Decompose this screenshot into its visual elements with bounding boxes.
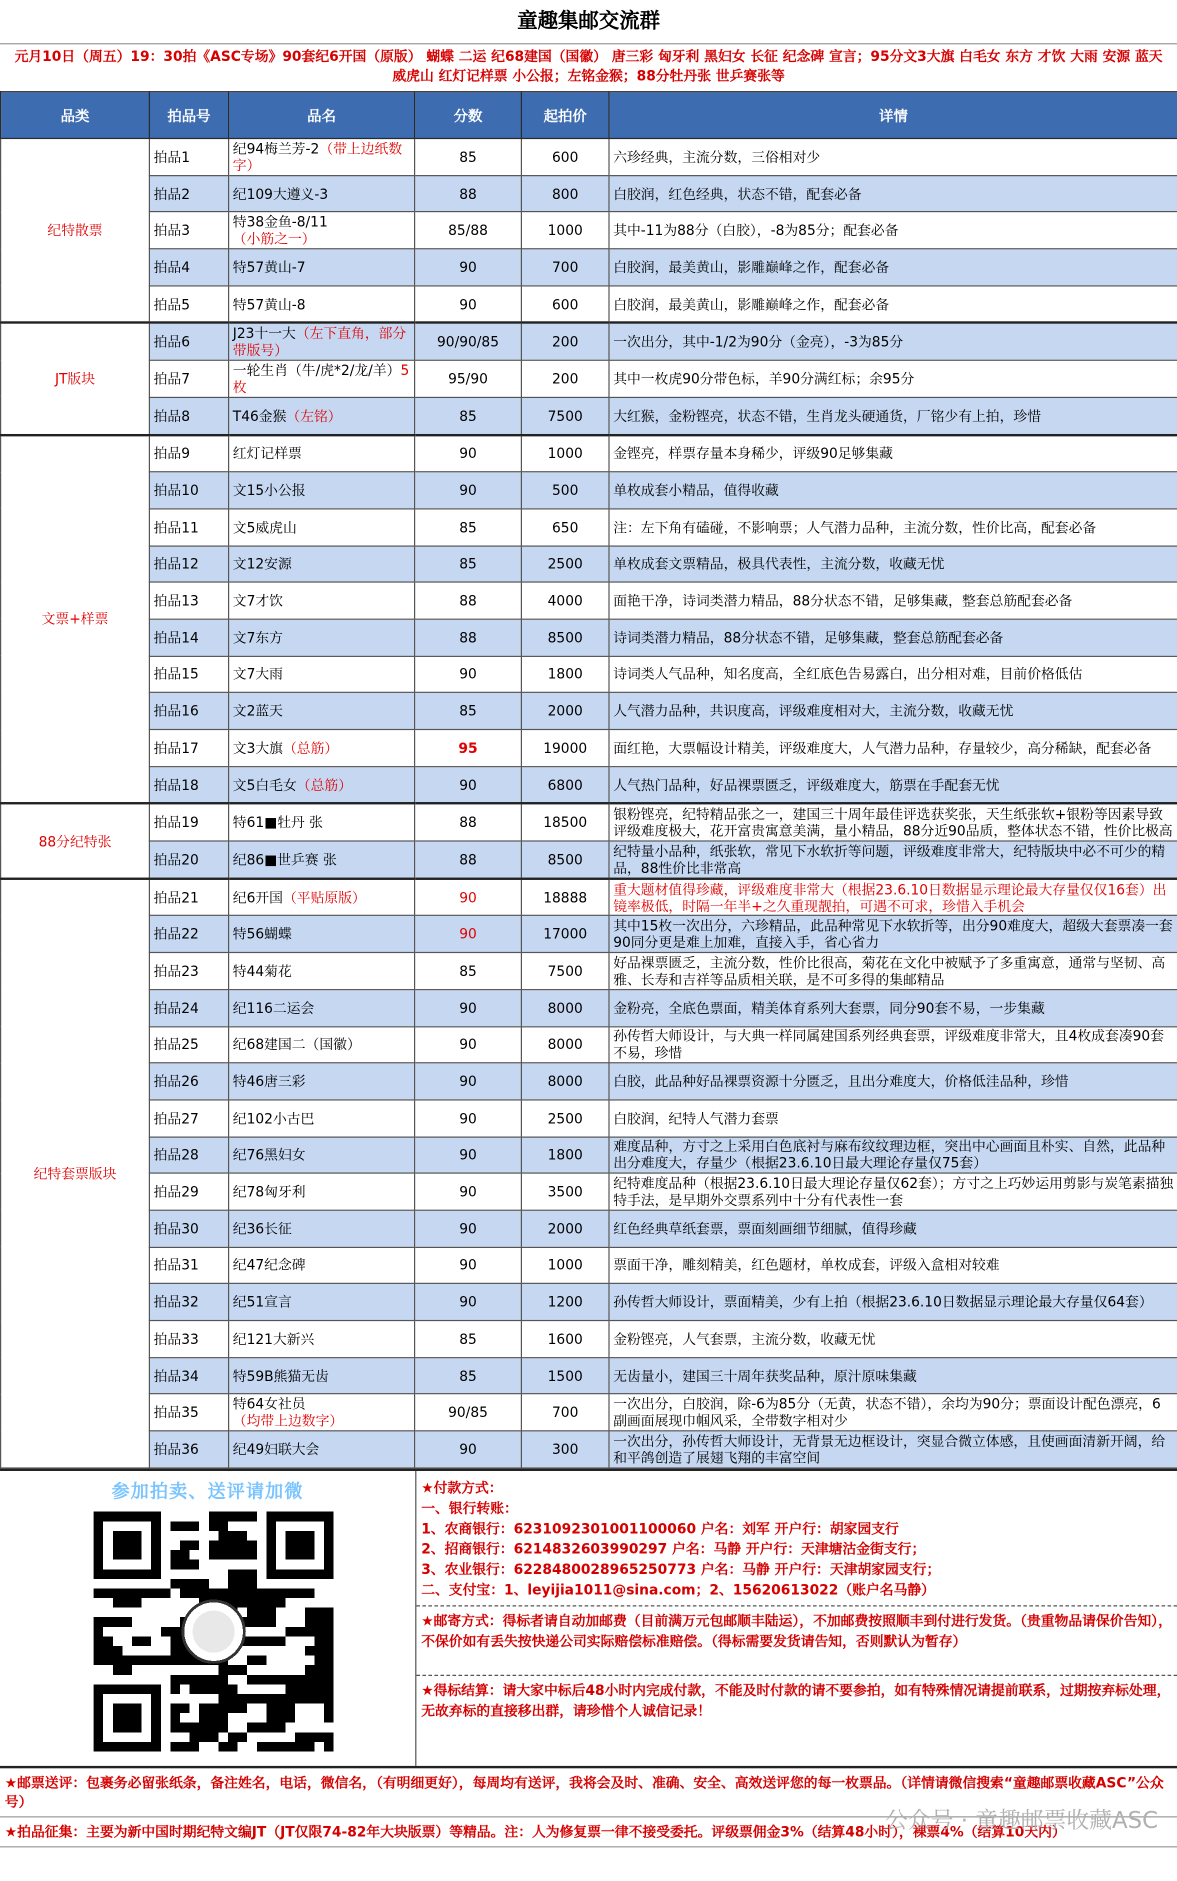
lot-number: 拍品7 xyxy=(149,360,228,397)
lot-score: 90 xyxy=(415,1247,522,1284)
lot-name xyxy=(229,397,415,434)
category-cell: 文票+样票 xyxy=(1,435,150,804)
lot-number: 拍品15 xyxy=(149,656,228,693)
table-row xyxy=(1,1137,1177,1174)
table-row xyxy=(1,1321,1177,1358)
lot-name-text: 文7东方 xyxy=(232,629,283,646)
table-row xyxy=(1,656,1177,693)
lot-number: 拍品20 xyxy=(149,841,228,878)
lot-start-price: 1800 xyxy=(521,656,609,693)
lot-number: 拍品8 xyxy=(149,397,228,434)
settlement-note: ★得标结算：请大家中标后48小时内完成付款，不能及时付款的请不要参拍，如有特殊情况请提前联系，过期按弃标处理，无故弃标的直接移出群，请珍惜个人诚信记录！ xyxy=(416,1674,1177,1726)
lot-name xyxy=(229,286,415,323)
lot-score: 90 xyxy=(415,878,522,915)
lot-detail: 金粉亮，全底色票面，精美体育系列大套票，同分90套不易，一步集藏 xyxy=(609,989,1177,1026)
lot-detail: 票面干净，雕刻精美，红色题材，单枚成套，评级入盒相对较难 xyxy=(609,1247,1177,1284)
lot-name xyxy=(229,1357,415,1394)
lot-score: 88 xyxy=(415,804,522,841)
lot-detail: 白胶润，最美黄山，影雕巅峰之作，配套必备 xyxy=(609,286,1177,323)
table-row xyxy=(1,953,1177,990)
lot-detail: 诗词类潜力精品，88分状态不错，足够集藏，整套总筋配套必备 xyxy=(609,619,1177,656)
lot-detail: 金铿亮，样票存量本身稀少，评级90足够集藏 xyxy=(609,435,1177,472)
lot-number: 拍品12 xyxy=(149,546,228,583)
table-row xyxy=(1,916,1177,953)
lot-detail: 金粉铿亮，人气套票，主流分数，收藏无忧 xyxy=(609,1321,1177,1358)
table-row xyxy=(1,286,1177,323)
lot-name-text: 特44菊花 xyxy=(232,962,292,980)
qr-caption: 参加拍卖、送评请加微 xyxy=(111,1480,304,1502)
lot-score: 85 xyxy=(415,693,522,730)
table-row xyxy=(1,360,1177,397)
bank-account-3: 3、农业银行：6228480028965250773 户名：马静 开户行：天津胡家园支行； xyxy=(421,1560,941,1578)
lot-score: 95/90 xyxy=(415,360,522,397)
lot-name-text: 文3大旗 xyxy=(232,739,283,757)
lot-detail: 好品裸票匮乏，主流分数，性价比很高，菊花在文化中被赋予了多重寓意，通常与坚韧、高雅、长寿和吉祥等品质相关联，是不可多得的集邮精品 xyxy=(609,953,1177,990)
auction-table xyxy=(0,91,1177,1468)
lot-name-note: （左铭） xyxy=(286,407,342,424)
qr-panel xyxy=(0,1471,416,1766)
lot-score: 95 xyxy=(415,730,522,767)
lot-name xyxy=(229,916,415,953)
lot-number: 拍品33 xyxy=(149,1321,228,1358)
lot-name-text: 特61■牡丹 张 xyxy=(232,814,323,832)
page-title: 童趣集邮交流群 xyxy=(0,0,1177,44)
lot-start-price: 8000 xyxy=(521,1063,609,1100)
lot-number: 拍品9 xyxy=(149,435,228,472)
lot-score: 90 xyxy=(415,1100,522,1137)
lot-start-price: 1500 xyxy=(521,1357,609,1394)
lot-start-price: 18500 xyxy=(521,804,609,841)
lot-name-text: 文5白毛女 xyxy=(232,776,297,794)
lot-detail: 人气潜力品种，共识度高，评级难度相对大，主流分数，收藏无忧 xyxy=(609,693,1177,730)
lot-number: 拍品4 xyxy=(149,249,228,286)
lot-name-text: 文15小公报 xyxy=(232,481,306,499)
lot-start-price: 4000 xyxy=(521,582,609,619)
lot-detail: 大红猴，金粉铿亮，状态不错，生肖龙头硬通货，厂铭少有上拍，珍惜 xyxy=(609,397,1177,434)
table-body xyxy=(1,138,1177,1467)
lot-name xyxy=(229,619,415,656)
lot-name-text: 纪47纪念碑 xyxy=(232,1256,306,1274)
lot-name-text: 纪51宣言 xyxy=(232,1293,292,1311)
lot-start-price: 700 xyxy=(521,1394,609,1431)
lot-start-price: 18888 xyxy=(521,878,609,915)
lot-name xyxy=(229,1210,415,1247)
lot-name-text: 纪109大遵义-3 xyxy=(232,185,329,203)
lot-start-price: 2000 xyxy=(521,1210,609,1247)
lot-number: 拍品6 xyxy=(149,323,228,360)
bank-title: 一、银行转账： xyxy=(421,1499,518,1517)
lot-name xyxy=(229,693,415,730)
lot-score: 88 xyxy=(415,582,522,619)
lot-score: 90/85 xyxy=(415,1394,522,1431)
table-row xyxy=(1,138,1177,175)
table-row xyxy=(1,1063,1177,1100)
lot-score: 90 xyxy=(415,249,522,286)
table-row xyxy=(1,546,1177,583)
lot-number: 拍品36 xyxy=(149,1431,228,1468)
lot-name xyxy=(229,509,415,546)
category-cell: 纪特套票版块 xyxy=(1,878,150,1467)
lot-score: 85 xyxy=(415,953,522,990)
lot-detail: 孙传哲大师设计，票面精美，少有上拍（根据23.6.10日数据显示理论最大存量仅64套） xyxy=(609,1284,1177,1321)
lot-start-price: 200 xyxy=(521,323,609,360)
lot-score: 90 xyxy=(415,1026,522,1063)
lot-name xyxy=(229,435,415,472)
lot-detail: 其中-11为88分（白胶），-8为85分；配套必备 xyxy=(609,212,1177,249)
lot-name-text: 纪116二运会 xyxy=(232,999,315,1017)
lot-start-price: 1800 xyxy=(521,1137,609,1174)
lot-name xyxy=(229,1394,415,1431)
lot-start-price: 1000 xyxy=(521,435,609,472)
lot-detail: 孙传哲大师设计，与大典一样同属建国系列经典套票，评级难度非常大，且4枚成套凑90套不易，珍惜 xyxy=(609,1026,1177,1063)
lot-number: 拍品16 xyxy=(149,693,228,730)
lot-name-text: 特57黄山-7 xyxy=(232,258,306,276)
lot-score: 90 xyxy=(415,656,522,693)
lot-name-text: 纪121大新兴 xyxy=(232,1330,315,1348)
table-row xyxy=(1,841,1177,878)
lot-name-text: 特57黄山-8 xyxy=(232,295,306,313)
lot-name xyxy=(229,323,415,360)
lot-detail: 重大题材值得珍藏，评级难度非常大（根据23.6.10日数据显示理论最大存量仅仅16套）出镜率极低，时隔一年半+之久重现靓拍，可遇不可求，珍惜入手机会 xyxy=(609,878,1177,915)
lot-name xyxy=(229,546,415,583)
lot-number: 拍品29 xyxy=(149,1173,228,1210)
table-row xyxy=(1,1357,1177,1394)
lot-start-price: 600 xyxy=(521,138,609,175)
lot-name-text: 文7大雨 xyxy=(232,665,283,683)
lot-name xyxy=(229,360,415,397)
category-cell: JT版块 xyxy=(1,323,150,435)
lot-number: 拍品18 xyxy=(149,766,228,803)
lot-name-text: 纪68建国二（国徽） xyxy=(232,1036,361,1054)
alipay-account: 二、支付宝：1、leyijia1011@sina.com；2、15620613022（账户名马静） xyxy=(421,1580,935,1598)
lot-name-text: 特56蝴蝶 xyxy=(232,925,292,943)
lot-name xyxy=(229,249,415,286)
table-row xyxy=(1,1284,1177,1321)
lot-start-price: 7500 xyxy=(521,953,609,990)
lot-name-note: （带上边纸数字） xyxy=(232,140,403,174)
lot-name xyxy=(229,138,415,175)
lot-detail: 纪特量小品种，纸张软，常见下水软折等问题，评级难度非常大，纪特版块中必不可少的精品，88性价比非常高 xyxy=(609,841,1177,878)
lot-name xyxy=(229,953,415,990)
lot-name-note: （小筋之一） xyxy=(232,230,316,248)
lot-score: 90 xyxy=(415,435,522,472)
table-row xyxy=(1,1394,1177,1431)
lot-name-text: 纪86■世乒赛 张 xyxy=(232,851,337,868)
col-score: 分数 xyxy=(415,92,522,139)
shipping-note: ★邮寄方式：得标者请自动加邮费（目前满万元包邮顺丰陆运），不加邮费按照顺丰到付进行发货。（贵重物品请保价告知），不保价如有丢失按快递公司实际赔偿标准赔偿。（得标需要发货请告知，否则默认为暂存） xyxy=(416,1605,1177,1675)
lot-number: 拍品27 xyxy=(149,1100,228,1137)
lot-detail: 无齿量小，建国三十周年获奖品种，原汁原味集藏 xyxy=(609,1357,1177,1394)
lot-number: 拍品10 xyxy=(149,472,228,509)
table-row xyxy=(1,1210,1177,1247)
lot-number: 拍品31 xyxy=(149,1247,228,1284)
lot-start-price: 17000 xyxy=(521,916,609,953)
lot-start-price: 300 xyxy=(521,1431,609,1468)
lot-start-price: 700 xyxy=(521,249,609,286)
lot-name xyxy=(229,841,415,878)
lot-name xyxy=(229,1100,415,1137)
lot-start-price: 3500 xyxy=(521,1173,609,1210)
table-row xyxy=(1,766,1177,803)
lot-detail: 纪特难度品种（根据23.6.10日最大理论存量仅62套）；方寸之上巧妙运用剪影与炭笔素描独特手法，是早期外交票系列中十分有代表性一套 xyxy=(609,1173,1177,1210)
lot-start-price: 7500 xyxy=(521,397,609,434)
table-row xyxy=(1,249,1177,286)
table-row xyxy=(1,472,1177,509)
lot-detail: 白胶润，红色经典，状态不错，配套必备 xyxy=(609,175,1177,212)
lot-detail: 六珍经典，主流分数，三俗相对少 xyxy=(609,138,1177,175)
lot-name-text: 红灯记样票 xyxy=(232,445,302,462)
category-cell: 88分纪特张 xyxy=(1,804,150,879)
lot-name-text: 特38金鱼-8/11 xyxy=(232,213,328,231)
lot-detail: 一次出分，孙传哲大师设计，无背景无边框设计，突显合微立体感，且使画面清新开阔，给和平鸽创造了展翅飞翔的丰富空间 xyxy=(609,1431,1177,1468)
lot-name-text: 一轮生肖（牛/虎*2/龙/羊） xyxy=(232,362,401,379)
lot-name xyxy=(229,582,415,619)
lot-number: 拍品5 xyxy=(149,286,228,323)
lot-detail: 单枚成套小精品，值得收藏 xyxy=(609,472,1177,509)
lot-score: 90 xyxy=(415,1431,522,1468)
lot-number: 拍品34 xyxy=(149,1357,228,1394)
lot-start-price: 8500 xyxy=(521,619,609,656)
pay-title: ★付款方式： xyxy=(421,1479,503,1496)
lot-start-price: 1000 xyxy=(521,1247,609,1284)
lot-name xyxy=(229,1431,415,1468)
lot-name-text: T46金猴 xyxy=(232,407,287,424)
lot-number: 拍品24 xyxy=(149,989,228,1026)
col-detail: 详情 xyxy=(609,92,1177,139)
lot-name-note: （均带上边数字） xyxy=(232,1412,344,1430)
lot-score: 85 xyxy=(415,546,522,583)
lot-detail: 白胶，此品种好品裸票资源十分匮乏，且出分难度大，价格低洼品种，珍惜 xyxy=(609,1063,1177,1100)
lot-name xyxy=(229,175,415,212)
lot-name xyxy=(229,766,415,803)
lot-start-price: 1600 xyxy=(521,1321,609,1358)
lot-score: 90/90/85 xyxy=(415,323,522,360)
table-row xyxy=(1,1431,1177,1468)
lot-score: 88 xyxy=(415,841,522,878)
category-cell: 纪特散票 xyxy=(1,138,150,323)
lot-score: 85/88 xyxy=(415,212,522,249)
lot-start-price: 800 xyxy=(521,175,609,212)
lot-score: 88 xyxy=(415,619,522,656)
lot-number: 拍品13 xyxy=(149,582,228,619)
table-row xyxy=(1,1173,1177,1210)
lot-detail: 诗词类人气品种，知名度高，全红底色告易露白，出分相对难，目前价格低估 xyxy=(609,656,1177,693)
lot-start-price: 2500 xyxy=(521,1100,609,1137)
table-row xyxy=(1,730,1177,767)
lot-name xyxy=(229,730,415,767)
table-row xyxy=(1,1247,1177,1284)
lot-name xyxy=(229,878,415,915)
qr-code-icon xyxy=(94,1504,334,1758)
lot-start-price: 600 xyxy=(521,286,609,323)
lot-name xyxy=(229,1063,415,1100)
lot-name-text: 纪76黑妇女 xyxy=(232,1146,306,1164)
col-category: 品类 xyxy=(1,92,150,139)
lot-name-text: 文12安源 xyxy=(232,555,292,573)
lot-name-text: 特64女社员 xyxy=(232,1395,306,1413)
stamp-service-note: ★邮票送评：包裹务必留张纸条，备注姓名，电话，微信名，（有明细更好），每周均有送评，我将会及时、准确、安全、高效送评您的每一枚票品。（详情请微信搜索“童趣邮票收藏ASC”公众号） xyxy=(0,1768,1177,1817)
table-row xyxy=(1,989,1177,1026)
lot-detail: 其中15枚一次出分，六珍精品，此品种常见下水软折等，出分90难度大，超级大套票凑一套90同分更是难上加难，直接入手，省心省力 xyxy=(609,916,1177,953)
lot-name-text: 纪49妇联大会 xyxy=(232,1440,320,1458)
collection-note: ★拍品征集：主要为新中国时期纪特文编JT（JT仅限74-82年大块版票）等精品。注：人为修复票一律不接受委托。评级票佣金3%（结算48小时），裸票4%（结算10天内） xyxy=(0,1817,1177,1847)
lot-start-price: 8000 xyxy=(521,1026,609,1063)
payment-panel xyxy=(416,1471,1177,1766)
lot-score: 90 xyxy=(415,472,522,509)
table-row xyxy=(1,619,1177,656)
lot-start-price: 2000 xyxy=(521,693,609,730)
lot-detail: 注：左下角有磕碰，不影响票；人气潜力品种，主流分数，性价比高，配套必备 xyxy=(609,509,1177,546)
lot-start-price: 8500 xyxy=(521,841,609,878)
lot-name-note: （总筋） xyxy=(296,776,352,794)
lot-number: 拍品28 xyxy=(149,1137,228,1174)
lot-number: 拍品3 xyxy=(149,212,228,249)
lot-name-text: 文7才饮 xyxy=(232,592,283,610)
lot-number: 拍品25 xyxy=(149,1026,228,1063)
auction-subtitle: 元月10日（周五）19：30拍《ASC专场》90套纪6开国（原版） 蝴蝶 二运 纪68建国（国徽） 唐三彩 匈牙利 黑妇女 长征 纪念碑 宣言；95分文3大旗 白毛女 东方 才饮 大雨 安源 蓝天 威虎山 红灯记样票 小公报；左铭金猴；88分牡丹张 世乒赛张等 xyxy=(14,47,1163,84)
lot-score: 85 xyxy=(415,397,522,434)
table-row xyxy=(1,509,1177,546)
lot-name-note: （平贴原版） xyxy=(282,889,366,906)
bank-account-1: 1、农商银行：6231092301001100060 户名：刘军 开户行：胡家园支行 xyxy=(421,1519,899,1537)
table-row xyxy=(1,175,1177,212)
bank-account-2: 2、招商银行：6214832603990297 户名：马静 开户行：天津塘沽金街支行； xyxy=(421,1540,926,1558)
lot-name xyxy=(229,989,415,1026)
lot-detail: 难度品种，方寸之上采用白色底衬与麻布纹纹理边框，突出中心画面且朴实、自然，此品种出分难度大，存量少（根据23.6.10日最大理论存量仅75套） xyxy=(609,1137,1177,1174)
lot-start-price: 8000 xyxy=(521,989,609,1026)
lot-name-text: 纪78匈牙利 xyxy=(232,1183,306,1201)
lot-number: 拍品23 xyxy=(149,953,228,990)
lot-name-note: （左下直角，部分带版号） xyxy=(232,325,407,359)
lot-start-price: 500 xyxy=(521,472,609,509)
lot-name xyxy=(229,1284,415,1321)
lot-name-text: 文2蓝天 xyxy=(232,702,283,720)
lot-name-text: 特46唐三彩 xyxy=(232,1073,306,1090)
table-row xyxy=(1,435,1177,472)
table-row xyxy=(1,212,1177,249)
lot-name-text: 纪36长征 xyxy=(232,1220,292,1237)
lot-name-text: 纪102小古巴 xyxy=(232,1109,315,1127)
table-row xyxy=(1,693,1177,730)
lot-name xyxy=(229,1247,415,1284)
lot-score: 90 xyxy=(415,1063,522,1100)
lot-name xyxy=(229,1173,415,1210)
lot-name-note: 5枚 xyxy=(232,362,410,396)
lot-name xyxy=(229,1026,415,1063)
lot-score: 85 xyxy=(415,1321,522,1358)
lot-detail: 一次出分，其中-1/2为90分（金亮），-3为85分 xyxy=(609,323,1177,360)
table-row xyxy=(1,804,1177,841)
lot-number: 拍品19 xyxy=(149,804,228,841)
lot-start-price: 19000 xyxy=(521,730,609,767)
lot-number: 拍品11 xyxy=(149,509,228,546)
lot-detail: 其中一枚虎90分带色标，羊90分满红标；余95分 xyxy=(609,360,1177,397)
lot-detail: 人气热门品种，好品裸票匮乏，评级难度大，筋票在手配套无忧 xyxy=(609,766,1177,803)
lot-detail: 一次出分，白胶润，除-6为85分（无黄，状态不错），余均为90分；票面设计配色漂亮，6副画面展现巾帼风采，全带数字相对少 xyxy=(609,1394,1177,1431)
lot-name xyxy=(229,1321,415,1358)
lot-number: 拍品17 xyxy=(149,730,228,767)
lot-number: 拍品26 xyxy=(149,1063,228,1100)
footer xyxy=(0,1468,1177,1765)
lot-score: 85 xyxy=(415,509,522,546)
lot-score: 90 xyxy=(415,916,522,953)
lot-name-text: 纪6开国 xyxy=(232,889,283,906)
lot-number: 拍品30 xyxy=(149,1210,228,1247)
col-start-price: 起拍价 xyxy=(521,92,609,139)
table-row xyxy=(1,878,1177,915)
lot-number: 拍品14 xyxy=(149,619,228,656)
lot-start-price: 200 xyxy=(521,360,609,397)
col-lot-no: 拍品号 xyxy=(149,92,228,139)
lot-name xyxy=(229,1137,415,1174)
col-name: 品名 xyxy=(229,92,415,139)
lot-name xyxy=(229,212,415,249)
lot-start-price: 2500 xyxy=(521,546,609,583)
table-row xyxy=(1,397,1177,434)
watermark: 公众号 · 童趣邮票收藏ASC xyxy=(885,1807,1158,1835)
lot-name xyxy=(229,656,415,693)
lot-detail: 面艳干净，诗词类潜力精品，88分状态不错，足够集藏，整套总筋配套必备 xyxy=(609,582,1177,619)
table-row xyxy=(1,582,1177,619)
lot-score: 90 xyxy=(415,766,522,803)
lot-start-price: 650 xyxy=(521,509,609,546)
lot-name xyxy=(229,804,415,841)
lot-score: 88 xyxy=(415,175,522,212)
lot-score: 90 xyxy=(415,1173,522,1210)
lot-name-text: 特59B熊猫无齿 xyxy=(232,1367,329,1385)
lot-detail: 面红艳，大票幅设计精美，评级难度大，人气潜力品种，存量较少，高分稀缺，配套必备 xyxy=(609,730,1177,767)
lot-start-price: 6800 xyxy=(521,766,609,803)
lot-detail: 白胶润，最美黄山，影雕巅峰之作，配套必备 xyxy=(609,249,1177,286)
lot-detail: 银粉铿亮，纪特精品张之一，建国三十周年最佳评选获奖张，天生纸张软+银粉等因素导致评级难度极大，花开富贵寓意美满，量小精品，88分近90品质，整体状态不错，性价比极高 xyxy=(609,804,1177,841)
lot-detail: 单枚成套文票精品，极具代表性，主流分数，收藏无忧 xyxy=(609,546,1177,583)
lot-name-note: （总筋） xyxy=(282,739,339,757)
lot-number: 拍品22 xyxy=(149,916,228,953)
table-row xyxy=(1,1100,1177,1137)
lot-score: 85 xyxy=(415,138,522,175)
lot-detail: 白胶润，纪特人气潜力套票 xyxy=(609,1100,1177,1137)
lot-number: 拍品32 xyxy=(149,1284,228,1321)
lot-number: 拍品1 xyxy=(149,138,228,175)
lot-detail: 红色经典草纸套票，票面刻画细节细腻，值得珍藏 xyxy=(609,1210,1177,1247)
lot-name xyxy=(229,472,415,509)
lot-name-text: 纪94梅兰芳-2 xyxy=(232,140,320,157)
table-row xyxy=(1,1026,1177,1063)
lot-start-price: 1000 xyxy=(521,212,609,249)
lot-score: 85 xyxy=(415,1357,522,1394)
lot-score: 90 xyxy=(415,1210,522,1247)
table-header xyxy=(1,92,1177,139)
lot-name-text: 文5威虎山 xyxy=(232,518,297,536)
lot-start-price: 1200 xyxy=(521,1284,609,1321)
lot-number: 拍品35 xyxy=(149,1394,228,1431)
lot-number: 拍品2 xyxy=(149,175,228,212)
lot-score: 90 xyxy=(415,1137,522,1174)
lot-name-text: J23十一大 xyxy=(232,325,296,343)
table-row xyxy=(1,323,1177,360)
lot-score: 90 xyxy=(415,286,522,323)
lot-number: 拍品21 xyxy=(149,878,228,915)
lot-score: 90 xyxy=(415,1284,522,1321)
lot-score: 90 xyxy=(415,989,522,1026)
